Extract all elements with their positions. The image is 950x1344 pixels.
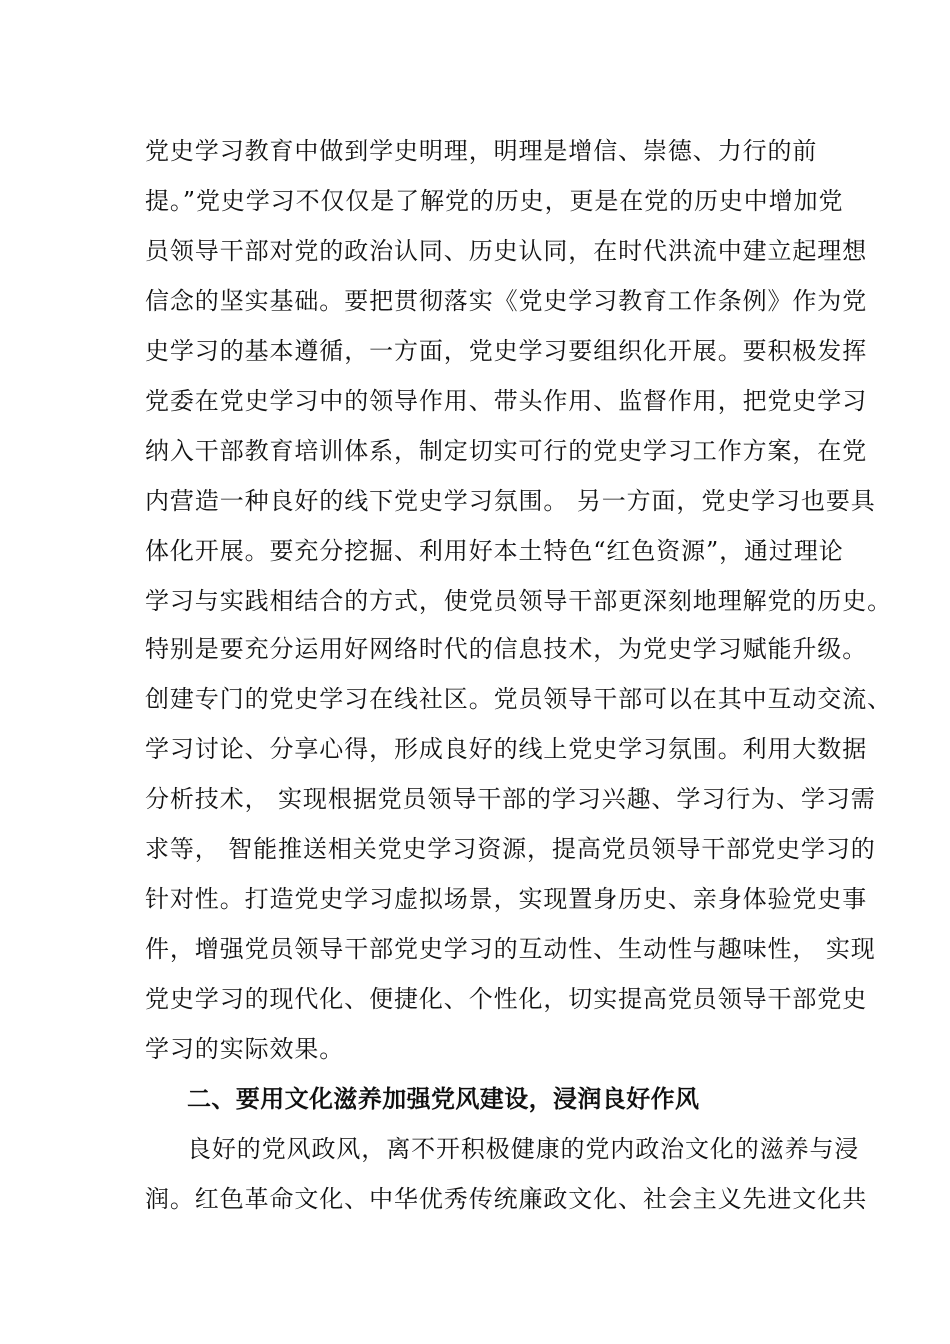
paragraph-line: 分析技术， 实现根据党员领导干部的学习兴趣、学习行为、学习需 xyxy=(145,785,876,813)
paragraph-line: 学习与实践相结合的方式，使党员领导干部更深刻地理解党的历史。 xyxy=(145,587,892,615)
paragraph-line: 学习讨论、分享心得，形成良好的线上党史学习氛围。利用大数据 xyxy=(145,735,868,763)
paragraph-line: 良好的党风政风，离不开积极健康的党内政治文化的滋养与浸 xyxy=(187,1135,860,1163)
paragraph-line: 纳入干部教育培训体系，制定切实可行的党史学习工作方案，在党 xyxy=(145,437,868,465)
paragraph-line: 员领导干部对党的政治认同、历史认同，在时代洪流中建立起理想 xyxy=(145,237,868,265)
paragraph-line: 内营造一种良好的线下党史学习氛围。 另一方面，党史学习也要具 xyxy=(145,487,876,515)
paragraph-line: 学习的实际效果。 xyxy=(145,1035,345,1063)
paragraph-line: 信念的坚实基础。要把贯彻落实《党史学习教育工作条例》作为党 xyxy=(145,287,868,315)
paragraph-line: 史学习的基本遵循，一方面，党史学习要组织化开展。要积极发挥 xyxy=(145,337,868,365)
paragraph-line: 针对性。打造党史学习虚拟场景，实现置身历史、亲身体验党史事 xyxy=(145,885,868,913)
paragraph-line: 提。”党史学习不仅仅是了解党的历史，更是在党的历史中增加党 xyxy=(145,187,844,215)
paragraph-line: 党委在党史学习中的领导作用、带头作用、监督作用，把党史学习 xyxy=(145,387,868,415)
paragraph-line: 特别是要充分运用好网络时代的信息技术，为党史学习赋能升级。 xyxy=(145,635,868,663)
paragraph-line: 求等， 智能推送相关党史学习资源，提高党员领导干部党史学习的 xyxy=(145,835,876,863)
paragraph-line: 体化开展。要充分挖掘、利用好本土特色“红色资源”，通过理论 xyxy=(145,537,844,565)
section-heading: 二、要用文化滋养加强党风建设，浸润良好作风 xyxy=(187,1084,700,1113)
paragraph-line: 党史学习教育中做到学史明理，明理是增信、崇德、力行的前 xyxy=(145,137,818,165)
paragraph-line: 创建专门的党史学习在线社区。党员领导干部可以在其中互动交流、 xyxy=(145,685,892,713)
paragraph-line: 件，增强党员领导干部党史学习的互动性、生动性与趣味性， 实现 xyxy=(145,935,876,963)
paragraph-line: 润。红色革命文化、中华优秀传统廉政文化、社会主义先进文化共 xyxy=(145,1185,868,1213)
paragraph-line: 党史学习的现代化、便捷化、个性化，切实提高党员领导干部党史 xyxy=(145,985,868,1013)
